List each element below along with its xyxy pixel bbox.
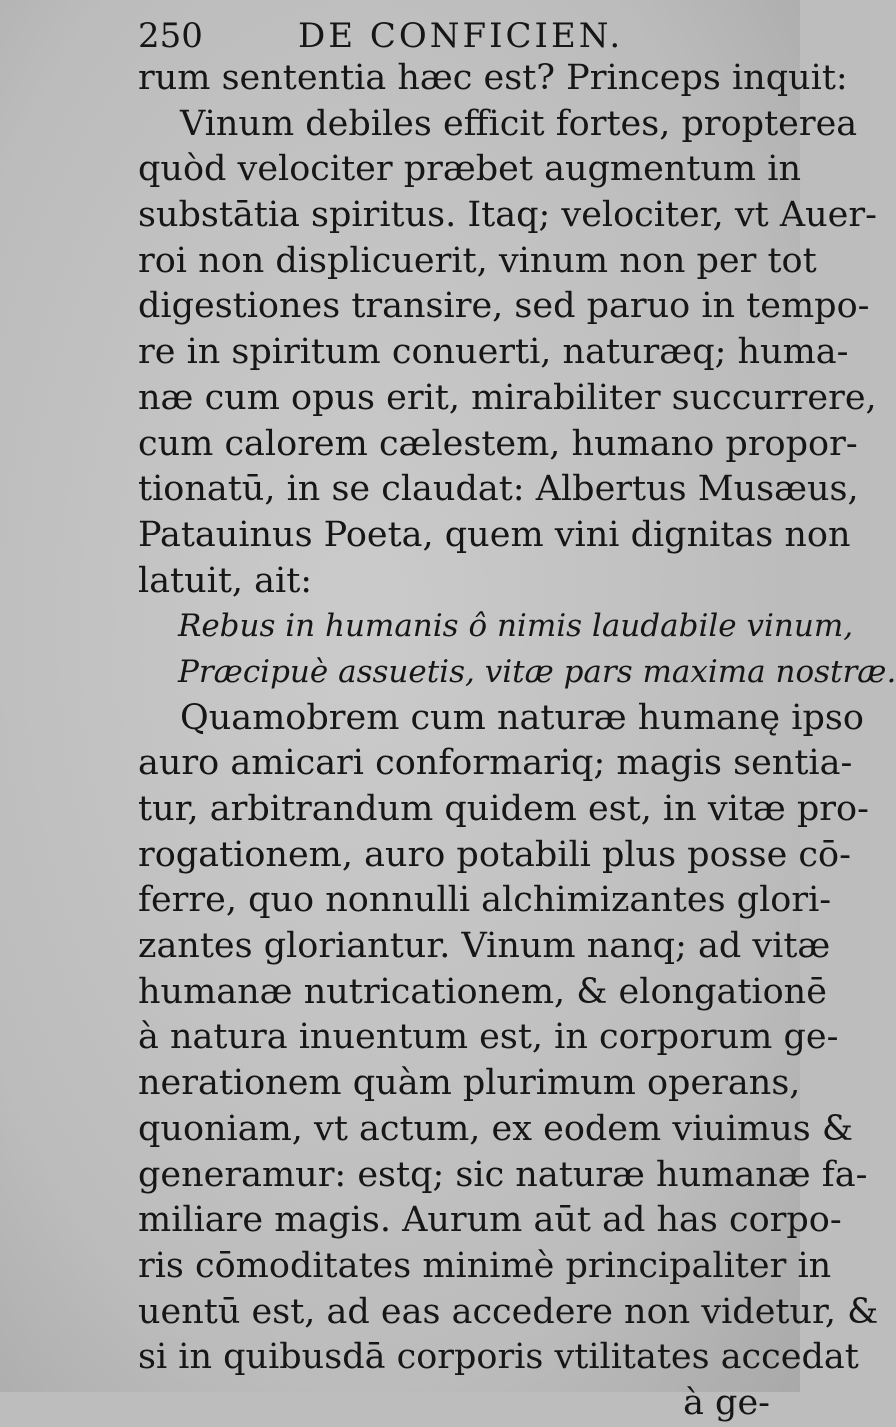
text-line: re in spiritum conuerti, naturæq; huma- xyxy=(138,332,849,373)
text-line: Quamobrem cum naturæ humanę ipso xyxy=(180,697,864,738)
text-line: si in quibusdā corporis vtilitates accedat xyxy=(138,1337,859,1378)
text-line: roi non displicuerit, vinum non per tot xyxy=(138,240,817,281)
text-line: tur, arbitrandum quidem est, in vitæ pro- xyxy=(138,789,869,829)
catchword: à ge- xyxy=(683,1382,770,1423)
verse-line: Præcipuè assuetis, vitæ pars maxima nostræ. xyxy=(178,653,896,690)
text-line: miliare magis. Aurum aūt ad has corpo- xyxy=(138,1200,842,1241)
body-text xyxy=(138,56,896,1427)
text-line: uentū est, ad eas accedere non videtur, & xyxy=(138,1291,879,1332)
text-line: à natura inuentum est, in corporum ge- xyxy=(138,1017,839,1058)
text-line: quòd velociter præbet augmentum in xyxy=(138,149,801,190)
text-line: ris cōmoditates minimè principaliter in xyxy=(138,1245,832,1286)
text-line: tionatū, in se claudat: Albertus Musæus, xyxy=(138,469,859,510)
text-line: næ cum opus erit, mirabiliter succurrere, xyxy=(138,377,877,418)
text-line: generamur: estq; sic naturæ humanæ fa- xyxy=(138,1154,868,1195)
page-header xyxy=(138,14,778,58)
text-line: Vinum debiles efficit fortes, propterea xyxy=(180,103,858,144)
text-line: zantes gloriantur. Vinum nanq; ad vitæ xyxy=(138,926,831,967)
text-line: latuit, ait: xyxy=(138,560,313,601)
page-number: 250 xyxy=(138,16,203,56)
text-line: digestiones transire, sed paruo in tempo- xyxy=(138,286,870,327)
text-line: cum calorem cælestem, humano propor- xyxy=(138,423,858,464)
text-line: rogationem, auro potabili plus posse cō- xyxy=(138,834,851,875)
text-line: substātia spiritus. Itaq; velociter, vt Auer- xyxy=(138,195,877,236)
text-line: ferre, quo nonnulli alchimizantes glori- xyxy=(138,880,832,921)
text-line: Patauinus Poeta, quem vini dignitas non xyxy=(138,514,851,555)
verse-line: Rebus in humanis ô nimis laudabile vinum, xyxy=(178,608,854,645)
text-line: humanæ nutricationem, & elongationē xyxy=(138,971,827,1012)
text-line: auro amicari conformariq; magis sentia- xyxy=(138,743,853,784)
text-line: quoniam, vt actum, ex eodem viuimus & xyxy=(138,1108,854,1149)
text-line: rum sententia hæc est? Princeps inquit: xyxy=(138,58,848,98)
text-line: nerationem quàm plurimum operans, xyxy=(138,1063,801,1104)
running-head: DE CONFICIEN. xyxy=(298,16,624,56)
